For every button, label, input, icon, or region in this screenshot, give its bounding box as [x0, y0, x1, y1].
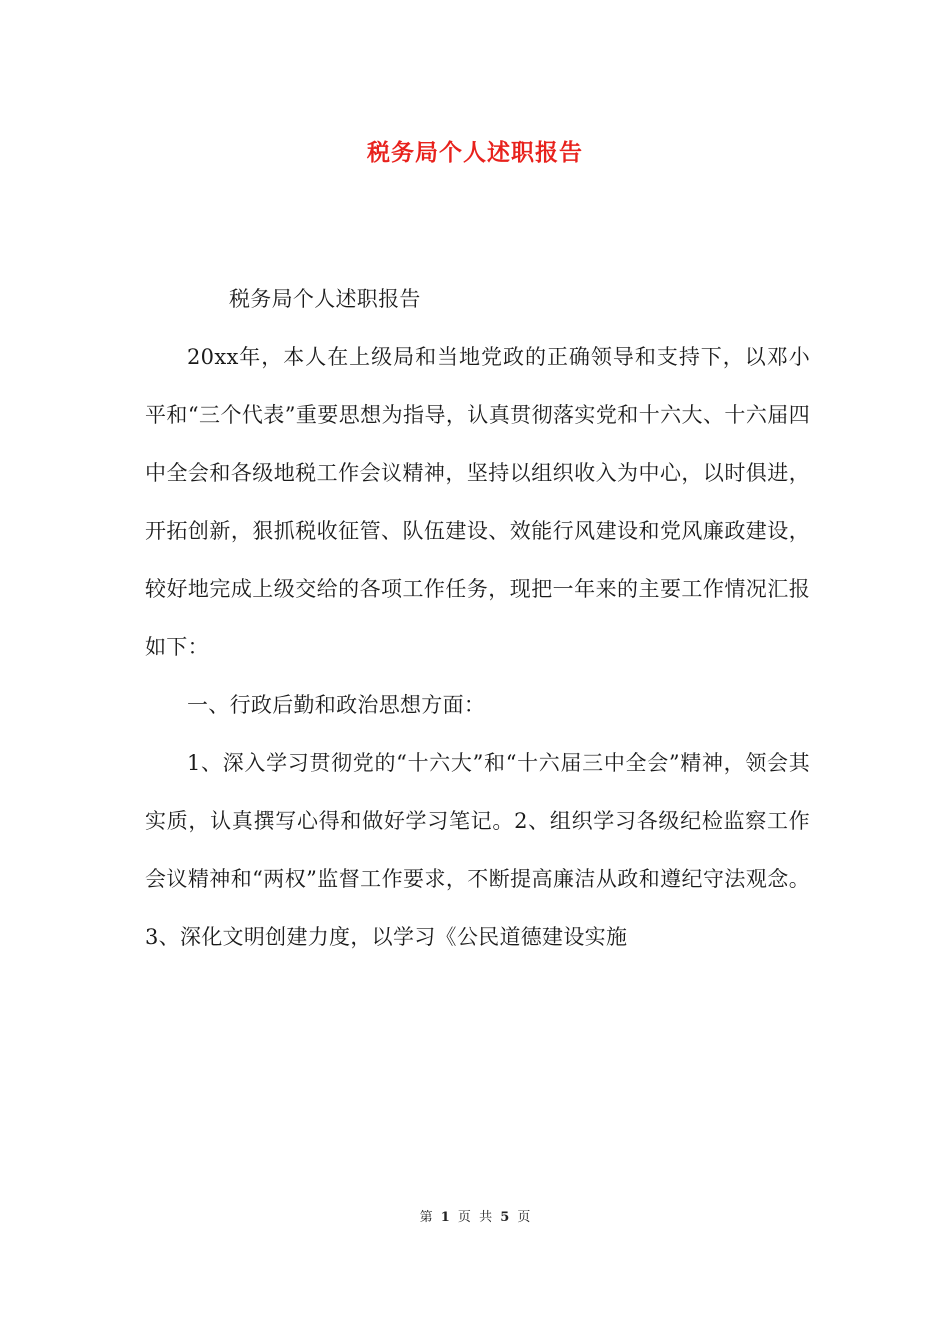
document-body — [145, 270, 810, 966]
footer-current-page: 1 — [440, 1210, 450, 1225]
section-paragraph: 1、深入学习贯彻党的“十六大”和“十六届三中全会”精神，领会其实质，认真撰写心得和做好学习笔记。2、组织学习各级纪检监察工作会议精神和“两权”监督工作要求，不断提高廉洁从政和遵纪守法观念。3、深化文明创建力度，以学习《公民道德建设实施 — [145, 751, 810, 949]
footer-total-pages: 5 — [500, 1210, 510, 1225]
page-footer — [0, 1208, 950, 1228]
document-title: 税务局个人述职报告 — [367, 139, 583, 166]
section-heading: 一、行政后勤和政治思想方面： — [187, 693, 486, 717]
footer-middle2: 共 — [479, 1210, 493, 1225]
footer-suffix: 页 — [517, 1210, 531, 1225]
intro-paragraph: 20xx年，本人在上级局和当地党政的正确领导和支持下，以邓小平和“三个代表”重要思想为指导，认真贯彻落实党和十六大、十六届四中全会和各级地税工作会议精神，坚持以组织收入为中心，以时俱进，开拓创新，狠抓税收征管、队伍建设、效能行风建设和党风廉政建设，较好地完成上级交给的各项工作任务，现把一年来的主要工作情况汇报如下： — [145, 345, 810, 659]
footer-prefix: 第 — [419, 1210, 433, 1225]
footer-middle1: 页 — [457, 1210, 471, 1225]
subtitle-paragraph: 税务局个人述职报告 — [229, 287, 421, 311]
